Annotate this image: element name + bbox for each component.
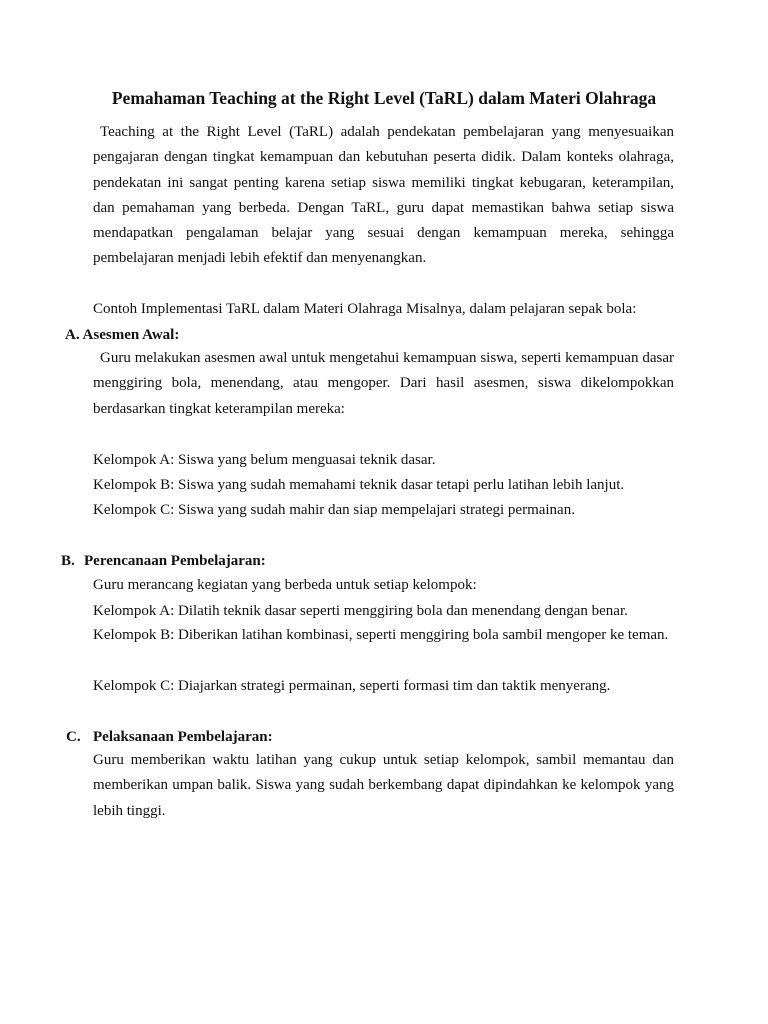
section-a-title: Asesmen Awal:	[82, 327, 180, 343]
section-c-title: Pelaksanaan Pembelajaran:	[93, 729, 273, 745]
section-c-marker: C.	[66, 729, 81, 745]
section-a-marker: A.	[65, 327, 80, 343]
list-item: Kelompok B: Siswa yang sudah memahami teknik dasar tetapi perlu latihan lebih lanjut.	[93, 477, 625, 493]
intro-paragraph: Teaching at the Right Level (TaRL) adalah pendekatan pembelajaran yang menyesuaikan pengajaran dengan tingkat kemampuan dan kebutuhan peserta didik. Dalam konteks olahraga, pendekatan ini sangat penting karena setiap siswa memiliki tingkat kebugaran, keterampilan, dan pemahaman yang berbeda. Dengan TaRL, guru dapat memastikan bahwa setiap siswa mendapatkan pengalaman belajar yang sesuai dengan kemampuan mereka, sehingga pembelajaran menjadi lebih efektif dan menyenangkan.	[93, 124, 674, 267]
document-title: Pemahaman Teaching at the Right Level (TaRL) dalam Materi Olahraga	[111, 88, 657, 108]
section-b-heading	[61, 551, 266, 571]
example-intro: Contoh Implementasi TaRL dalam Materi Olahraga Misalnya, dalam pelajaran sepak bola:	[93, 301, 637, 317]
list-item: Kelompok B: Diberikan latihan kombinasi, seperti menggiring bola sambil mengoper ke teman.	[93, 627, 669, 643]
list-item: Kelompok A: Dilatih teknik dasar seperti menggiring bola dan menendang dengan benar.	[93, 603, 628, 619]
section-b-title: Perencanaan Pembelajaran:	[84, 553, 266, 569]
section-b-lead: Guru merancang kegiatan yang berbeda untuk setiap kelompok:	[93, 577, 477, 593]
section-c-heading	[66, 727, 273, 747]
list-item: Kelompok C: Diajarkan strategi permainan, seperti formasi tim dan taktik menyerang.	[93, 678, 611, 694]
section-c-paragraph: Guru memberikan waktu latihan yang cukup untuk setiap kelompok, sambil memantau dan memberikan umpan balik. Siswa yang sudah berkembang dapat dipindahkan ke kelompok yang lebih tinggi.	[93, 752, 674, 819]
section-a-heading	[65, 325, 179, 345]
list-item: Kelompok A: Siswa yang belum menguasai teknik dasar.	[93, 452, 436, 468]
list-item: Kelompok C: Siswa yang sudah mahir dan siap mempelajari strategi permainan.	[93, 502, 575, 518]
section-b-marker: B.	[61, 553, 75, 569]
section-a-paragraph: Guru melakukan asesmen awal untuk mengetahui kemampuan siswa, seperti kemampuan dasar menggiring bola, menendang, atau mengoper. Dari hasil asesmen, siswa dikelompokkan berdasarkan tingkat keterampilan mereka:	[93, 350, 674, 417]
